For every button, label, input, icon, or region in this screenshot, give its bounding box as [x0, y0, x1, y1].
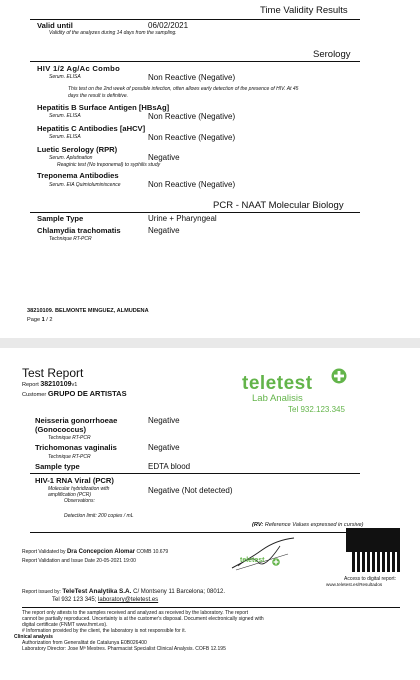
result-hiv: Non Reactive (Negative) — [148, 73, 236, 82]
test-name-treponema: Treponema Antibodies — [37, 171, 119, 180]
report-title: Test Report — [22, 366, 84, 380]
section-title-time-validity: Time Validity Results — [260, 5, 348, 16]
clinical-analysis-label: Clinical analysis — [14, 634, 53, 640]
validation-date: Report Validation and Issue Date 20-05-2021 19:00 — [22, 558, 136, 564]
divider — [30, 19, 360, 20]
disclaimer-line3: digital certificate (FNMT www.fnmt.es). — [22, 622, 108, 628]
test-name-gonococcus: (Gonococcus) — [35, 425, 87, 434]
valid-until-note: Validity of the analyzes during 14 days from the sampling. — [49, 30, 177, 36]
divider — [22, 607, 400, 608]
method-rpr: Serum. Aplutination — [49, 155, 93, 161]
test-name-hiv: HIV 1/2 Ag/Ac Combo — [37, 64, 121, 73]
stamp-plus-icon — [272, 553, 280, 571]
detection-limit: Detection limit: 200 copies / mL — [64, 513, 134, 519]
digital-report-access: Access to digital report: — [344, 576, 396, 582]
note-hiv-line2: days the result is definitive. — [68, 93, 129, 99]
method-chlamydia: Technique RT-PCR — [49, 236, 92, 242]
test-name-hbsag: Hepatitis B Surface Antigen [HBsAg] — [37, 103, 170, 112]
sample-type-value-2: EDTA blood — [148, 462, 191, 471]
observations-label: Observations: — [64, 498, 95, 504]
logo-phone: Tel 932.123.345 — [288, 405, 345, 414]
issued-by: Report issued by: TeleTest Analytika S.A. C/ Montseny 11 Barcelona; 08012. — [22, 588, 226, 595]
method-trichomonas: Technique RT-PCR — [48, 454, 91, 460]
test-name-chlamydia: Chlamydia trachomatis — [37, 226, 121, 235]
sample-type-value: Urine + Pharyngeal — [148, 214, 217, 223]
result-hbsag: Non Reactive (Negative) — [148, 112, 236, 121]
teletest-logo: teletest — [242, 373, 313, 394]
section-title-serology: Serology — [313, 49, 351, 60]
note-hiv-line1: This test on the 2nd week of possible infection, often allows early detection of the presence of HIV. At 45 — [68, 86, 299, 92]
result-treponema: Non Reactive (Negative) — [148, 180, 236, 189]
disclaimer-line4: # Information provided by the client, the laboratory is not responsible for it. — [22, 628, 186, 634]
test-name-hiv-rna: HIV-1 RNA Viral (PCR) — [35, 476, 114, 485]
test-name-hcv: Hepatitis C Antibodies [aHCV] — [37, 124, 146, 133]
stamp-logo: teletest — [240, 557, 265, 564]
report-number: Report 38210109v1 — [22, 381, 78, 388]
method-treponema: Serum. EIA Quimioluminiscence — [49, 182, 121, 188]
qr-code[interactable] — [352, 552, 400, 572]
result-gonorrhoeae: Negative — [148, 416, 180, 425]
test-name-gonorrhoeae: Neisseria gonorrhoeae — [35, 416, 118, 425]
disclaimer-line2: cannot be partially reproduced. Uncertainty is at the customer's disposal. Document electronically signed with — [22, 616, 264, 622]
sample-type-label-2: Sample type — [35, 462, 80, 471]
method-hiv-rna-line2: amplification (PCR) — [48, 492, 92, 498]
report-page-1 — [0, 0, 420, 338]
redacted-block — [346, 528, 400, 552]
divider — [30, 473, 360, 474]
customer: Customer GRUPO DE ARTISTAS — [22, 389, 127, 398]
issued-contact: Tel 932 123 345; laboratory@teletest.es — [52, 597, 159, 603]
clinical-director: Laboratory Director: Jose Mª Mestres. Pharmacist Specialist Clinical Analysis. COFB 12.195 — [22, 646, 226, 652]
method-hiv-rna-line1: Molecular hybridization with — [48, 486, 110, 492]
method-hiv: Serum. ELISA — [49, 74, 81, 80]
test-name-trichomonas: Trichomonas vaginalis — [35, 443, 117, 452]
sample-type-label: Sample Type — [37, 214, 84, 223]
method-hcv: Serum. ELISA — [49, 134, 81, 140]
disclaimer-line1: The report only attests to the samples received and analyzed as received by the laboratory. The report — [22, 610, 249, 616]
digital-report-link[interactable]: www.teletest.es/Resultados — [326, 582, 383, 587]
clinical-authorization: Authorization from Generalitat de Catalunya E0B026400 — [22, 640, 147, 646]
report-page-2 — [0, 348, 420, 680]
logo-plus-icon — [331, 368, 347, 389]
divider — [30, 532, 360, 533]
patient-line: 38210109. BELMONTE MINGUEZ, ALMUDENA — [27, 308, 149, 314]
valid-until-label: Valid until — [37, 21, 73, 30]
method-hbsag: Serum. ELISA — [49, 113, 81, 119]
email-link[interactable]: laboratory@teletest.es — [98, 597, 159, 603]
signature-stamp — [228, 532, 298, 577]
result-trichomonas: Negative — [148, 443, 180, 452]
page-number: Page 1 / 2 — [27, 317, 53, 323]
result-rpr: Negative — [148, 153, 180, 162]
logo-subtitle: Lab Analisis — [252, 393, 303, 404]
result-hcv: Non Reactive (Negative) — [148, 133, 236, 142]
section-title-pcr: PCR - NAAT Molecular Biology — [213, 200, 344, 211]
result-hiv-rna: Negative (Not detected) — [148, 486, 233, 495]
divider — [30, 61, 360, 62]
note-rpr: Reaginic test (No treponemal) to syphilis study — [57, 162, 161, 168]
test-name-rpr: Luetic Serology (RPR) — [37, 145, 118, 154]
result-chlamydia: Negative — [148, 226, 180, 235]
validated-by: Report Validated by Dra Concepcion Alomar COMB 10.679 — [22, 549, 169, 555]
method-gonorrhoeae: Technique RT-PCR — [48, 435, 91, 441]
divider — [30, 212, 360, 213]
valid-until-value: 06/02/2021 — [148, 21, 189, 30]
reference-values-note: (RV: Reference Values expressed in cursive) — [252, 522, 364, 528]
